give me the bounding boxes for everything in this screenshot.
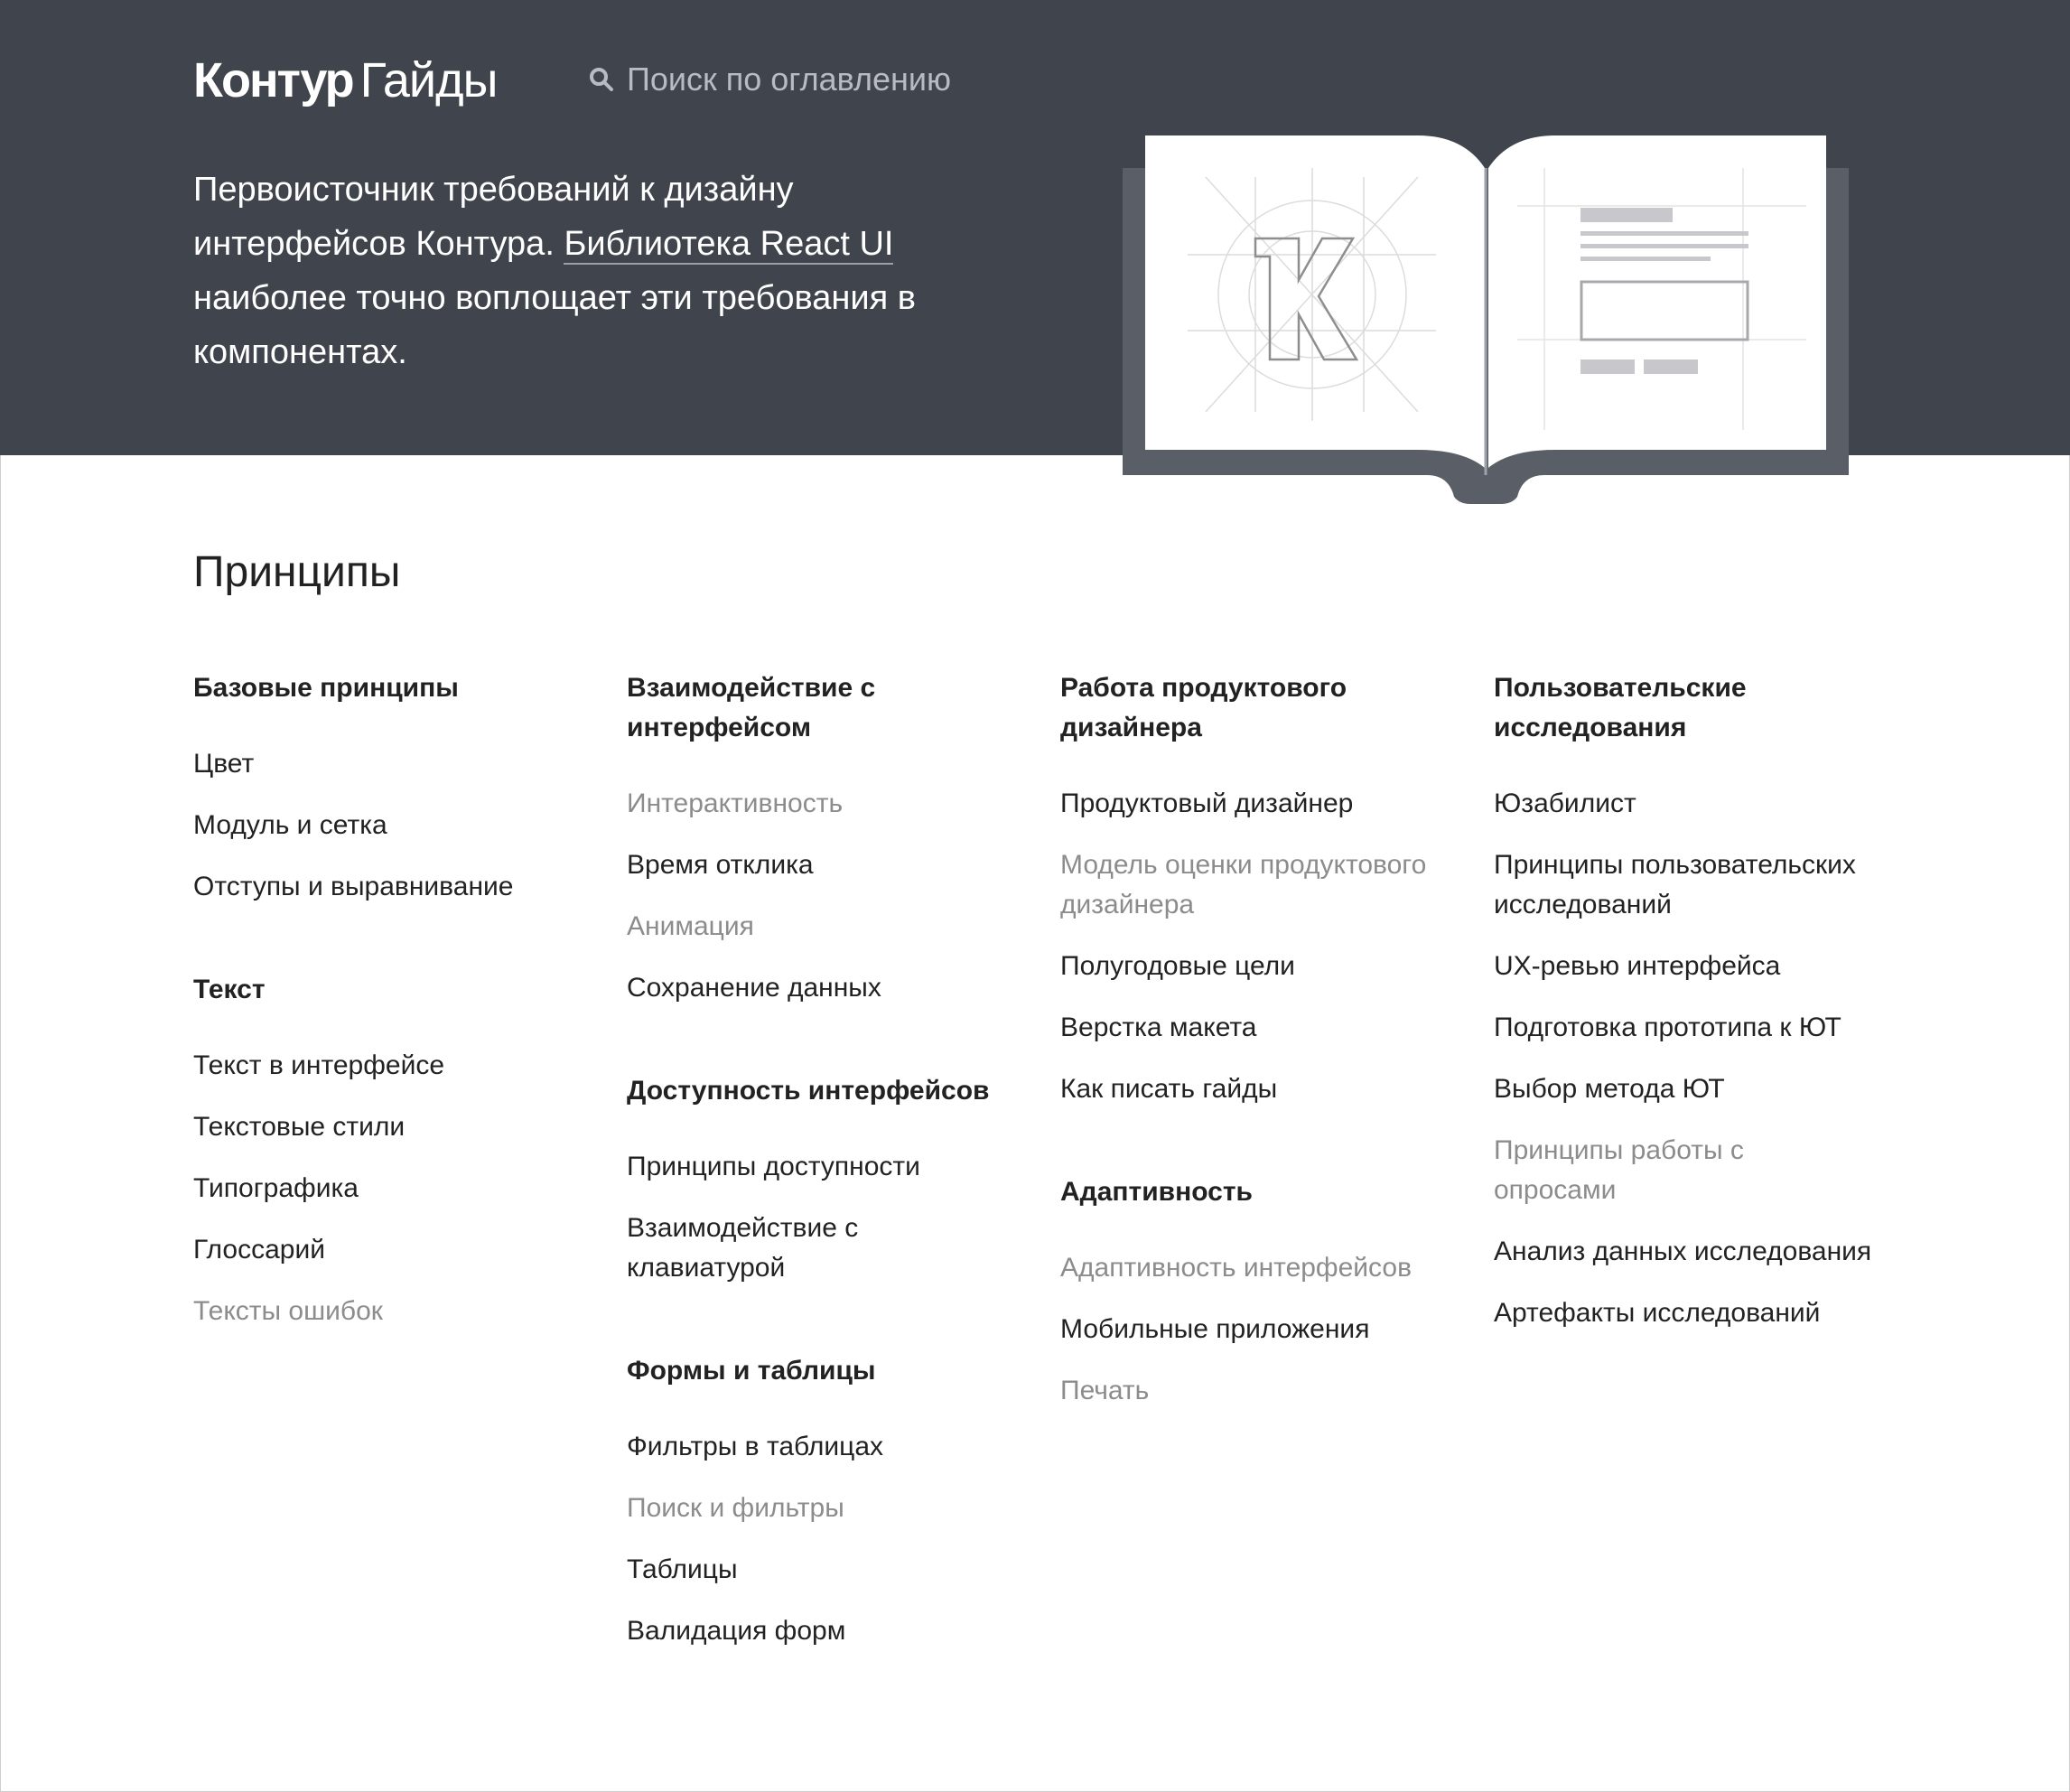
search-input[interactable] bbox=[627, 61, 1096, 98]
nav-link[interactable]: Текстовые стили bbox=[193, 1112, 406, 1142]
list-item bbox=[193, 806, 573, 845]
list-item bbox=[193, 1107, 573, 1147]
group-title: Пользовательские исследования bbox=[1494, 673, 1747, 742]
nav-link[interactable]: Подготовка прототипа к ЮТ bbox=[1494, 1013, 1842, 1042]
nav-link[interactable]: Типографика bbox=[193, 1173, 359, 1203]
group-list bbox=[627, 1147, 1006, 1288]
group-list bbox=[627, 784, 1006, 1008]
nav-link[interactable]: Отступы и выравнивание bbox=[193, 872, 514, 901]
list-item bbox=[627, 784, 1006, 824]
nav-link[interactable]: Модуль и сетка bbox=[193, 810, 387, 840]
group-title: Доступность интерфейсов bbox=[627, 1076, 990, 1106]
column-3 bbox=[1060, 668, 1467, 1474]
column-1 bbox=[193, 668, 573, 1395]
intro-text-start: Первоисточник требований к дизайну интерфейсов Контура. bbox=[193, 171, 794, 263]
nav-link[interactable]: Артефакты исследований bbox=[1494, 1298, 1821, 1328]
nav-link[interactable]: UX-ревью интерфейса bbox=[1494, 951, 1781, 981]
list-item bbox=[627, 1550, 1006, 1590]
nav-link[interactable]: Время отклика bbox=[627, 850, 814, 880]
list-item bbox=[627, 1209, 889, 1288]
list-item bbox=[627, 1147, 1006, 1187]
list-item bbox=[1494, 1232, 1918, 1272]
nav-link[interactable]: Интерактивность bbox=[627, 789, 844, 818]
nav-link[interactable]: Юзабилист bbox=[1494, 789, 1636, 818]
list-item bbox=[1060, 947, 1467, 986]
list-item bbox=[193, 1292, 573, 1331]
nav-link[interactable]: Текст в интерфейсе bbox=[193, 1050, 445, 1080]
nav-link[interactable]: Взаимодействие с клавиатурой bbox=[627, 1213, 859, 1283]
nav-link[interactable]: Верстка макета bbox=[1060, 1013, 1257, 1042]
nav-link[interactable]: Принципы доступности bbox=[627, 1152, 920, 1181]
group-list bbox=[193, 1046, 573, 1331]
list-item bbox=[627, 1611, 1006, 1651]
group-product-designer bbox=[1060, 668, 1467, 1109]
list-item bbox=[1060, 1248, 1467, 1288]
nav-link[interactable]: Анализ данных исследования bbox=[1494, 1237, 1872, 1266]
intro-text-end: наиболее точно воплощает эти требования в компонентах. bbox=[193, 279, 916, 371]
nav-link[interactable]: Фильтры в таблицах bbox=[627, 1432, 884, 1461]
open-book-illustration bbox=[1120, 132, 1851, 515]
nav-link[interactable]: Как писать гайды bbox=[1060, 1074, 1278, 1104]
intro-text bbox=[193, 163, 970, 379]
list-item bbox=[1060, 1069, 1467, 1109]
nav-link[interactable]: Полугодовые цели bbox=[1060, 951, 1295, 981]
list-item bbox=[627, 907, 1006, 947]
nav-link[interactable]: Тексты ошибок bbox=[193, 1296, 383, 1326]
nav-link[interactable]: Печать bbox=[1060, 1376, 1150, 1405]
nav-link[interactable]: Глоссарий bbox=[193, 1235, 325, 1265]
list-item bbox=[627, 1489, 1006, 1528]
group-title: Базовые принципы bbox=[193, 673, 459, 703]
list-item bbox=[1060, 1310, 1467, 1349]
list-item bbox=[193, 1169, 573, 1209]
search-icon[interactable] bbox=[587, 65, 616, 94]
group-title: Работа продуктового дизайнера bbox=[1060, 673, 1347, 742]
list-item bbox=[1060, 784, 1467, 824]
list-item bbox=[1494, 1069, 1918, 1109]
list-item bbox=[1494, 1293, 1918, 1333]
list-item bbox=[1494, 1008, 1918, 1048]
list-item bbox=[1494, 845, 1891, 925]
list-item bbox=[627, 845, 1006, 885]
nav-link[interactable]: Принципы работы с опросами bbox=[1494, 1135, 1744, 1205]
header bbox=[0, 0, 2070, 455]
group-interaction bbox=[627, 668, 1006, 1008]
group-list bbox=[1494, 784, 1918, 1333]
group-user-research bbox=[1494, 668, 1918, 1333]
nav-link[interactable]: Валидация форм bbox=[627, 1616, 846, 1646]
list-item bbox=[193, 1046, 573, 1086]
list-item bbox=[193, 1230, 573, 1270]
list-item bbox=[627, 968, 1006, 1008]
nav-link[interactable]: Принципы пользовательских исследований bbox=[1494, 850, 1856, 919]
column-2 bbox=[627, 668, 1006, 1714]
group-accessibility bbox=[627, 1071, 1006, 1288]
group-list bbox=[627, 1427, 1006, 1651]
list-item bbox=[1060, 845, 1467, 925]
section-title-principles: Принципы bbox=[193, 548, 401, 596]
group-title: Взаимодействие с интерфейсом bbox=[627, 673, 876, 742]
book-page-right bbox=[1488, 135, 1826, 468]
logo-brand: Контур bbox=[193, 53, 353, 107]
nav-link[interactable]: Модель оценки продуктового дизайнера bbox=[1060, 850, 1427, 919]
list-item bbox=[193, 744, 573, 784]
group-basic-principles bbox=[193, 668, 573, 907]
react-ui-link[interactable]: Библиотека React UI bbox=[564, 225, 894, 263]
group-adaptivity bbox=[1060, 1172, 1467, 1411]
nav-link[interactable]: Сохранение данных bbox=[627, 973, 881, 1003]
group-title: Текст bbox=[193, 975, 266, 1004]
group-list bbox=[1060, 1248, 1467, 1411]
group-forms-tables bbox=[627, 1351, 1006, 1651]
list-item bbox=[1060, 1008, 1467, 1048]
list-item bbox=[193, 867, 573, 907]
list-item bbox=[1494, 947, 1918, 986]
nav-link[interactable]: Мобильные приложения bbox=[1060, 1314, 1370, 1344]
column-4 bbox=[1494, 668, 1918, 1396]
nav-link[interactable]: Выбор метода ЮТ bbox=[1494, 1074, 1725, 1104]
nav-link[interactable]: Поиск и фильтры bbox=[627, 1493, 844, 1523]
list-item bbox=[1494, 784, 1918, 824]
group-text bbox=[193, 970, 573, 1331]
group-title: Адаптивность bbox=[1060, 1177, 1253, 1207]
group-list bbox=[193, 744, 573, 907]
group-title: Формы и таблицы bbox=[627, 1356, 876, 1386]
nav-link[interactable]: Анимация bbox=[627, 911, 754, 941]
book-page-left bbox=[1145, 135, 1485, 468]
logo[interactable] bbox=[193, 49, 497, 112]
nav-link[interactable]: Цвет bbox=[193, 749, 255, 779]
nav-link[interactable]: Адаптивность интерфейсов bbox=[1060, 1253, 1413, 1283]
list-item bbox=[1494, 1131, 1756, 1210]
logo-product: Гайды bbox=[359, 53, 498, 107]
list-item bbox=[627, 1427, 1006, 1467]
search bbox=[587, 56, 1096, 103]
nav-link[interactable]: Продуктовый дизайнер bbox=[1060, 789, 1354, 818]
group-list bbox=[1060, 784, 1467, 1109]
nav-link[interactable]: Таблицы bbox=[627, 1554, 738, 1584]
list-item bbox=[1060, 1371, 1467, 1411]
